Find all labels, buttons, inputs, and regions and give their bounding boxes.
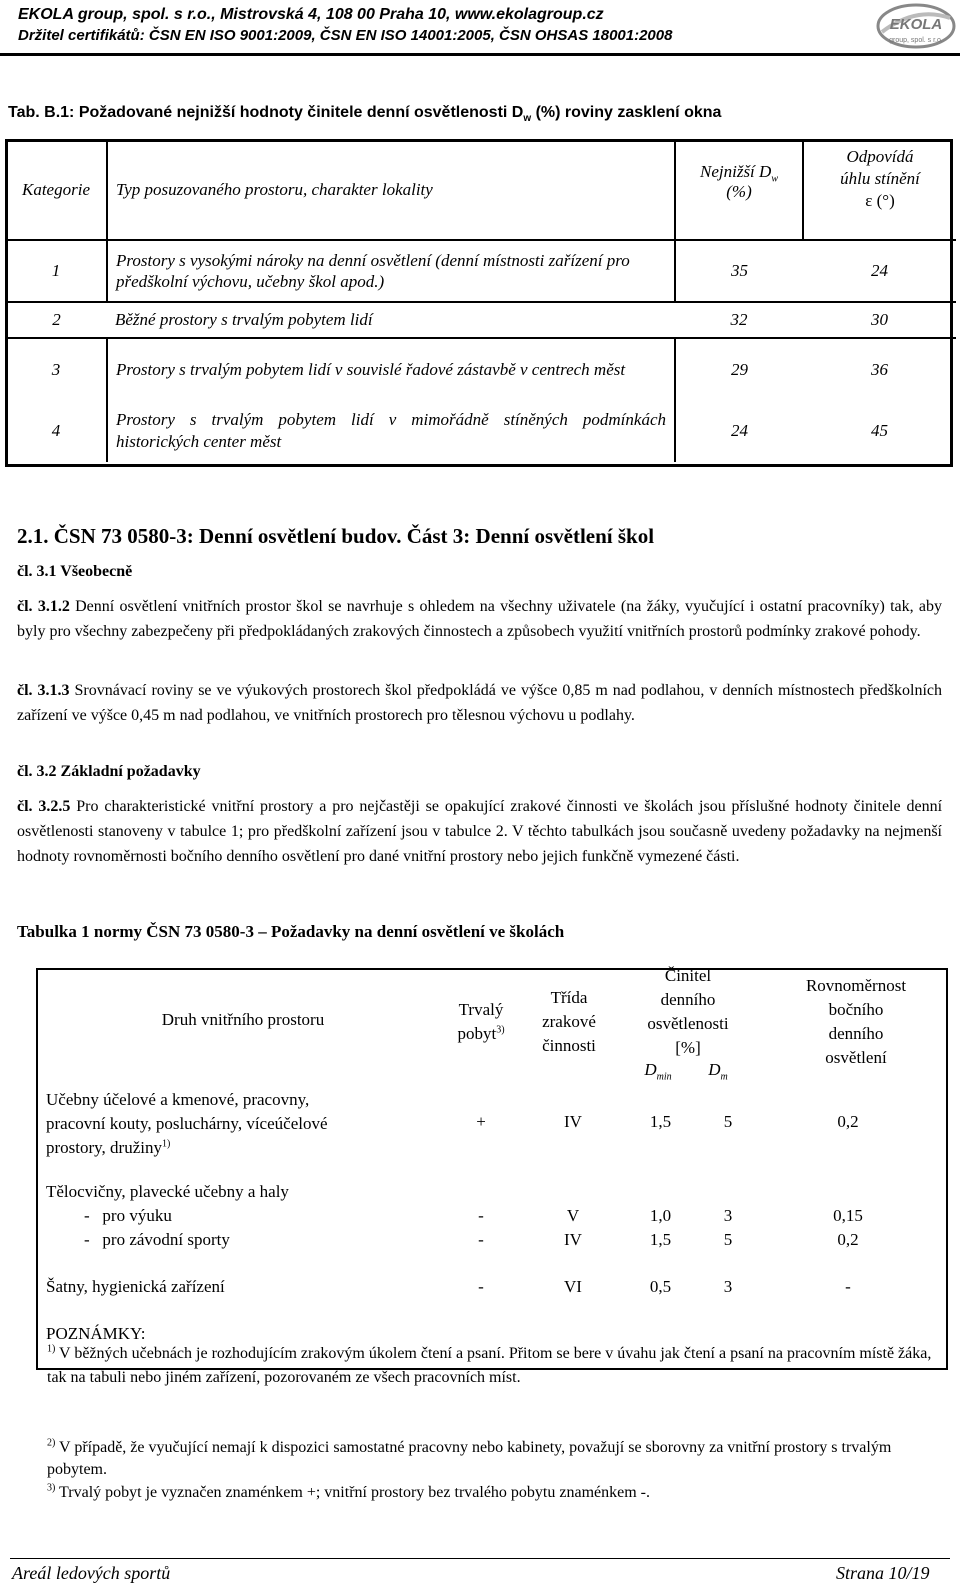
t2-row3-pobyt: - (478, 1206, 484, 1225)
logo-graphic (872, 2, 956, 50)
note-3: $^{3)}$ Trvalý pobyt je vyznačen znaménkem +; vnitřní prostory bez trvalého pobytu znaménkem -. (47, 1482, 650, 1501)
t2-row4-dmin: 1,5 (649, 1230, 672, 1249)
t2-row3-dm: 3 (723, 1206, 733, 1225)
t1-row4-cat: 4 (51, 421, 61, 440)
subheading-3-1: čl. 3.1 Všeobecně (17, 563, 133, 580)
table1 (6, 140, 956, 462)
t2-row1-label: Učebny účelové a kmenové, pracovny, pracovní kouty, posluchárny, víceúčelové prostory, družiny$^{1)}$ (46, 1090, 328, 1157)
t2-row2-label: Tělocvičny, plavecké učebny a haly (46, 1182, 289, 1201)
company-address: EKOLA group, spol. s r.o., Mistrovská 4, 108 00 Praha 10, www.ekolagroup.cz (18, 6, 604, 23)
t1-row1-dw: 35 (675, 240, 803, 302)
t1-row2-cat: 2 (52, 310, 61, 329)
ekola-logo (872, 2, 956, 50)
note-2: $^{2)}$ V případě, že vyučující nemají k dispozici samostatné pracovny nebo kabinety, považují se sborovny za vnitřní prostory s trvalým pobytem. (47, 1437, 892, 1478)
t1-row4-dw: 24 (675, 400, 803, 462)
t2-head-druh: Druh vnitřního prostoru (161, 1010, 325, 1029)
t2-head-pobyt: Trvalý pobyt$^{3)}$ (457, 1000, 505, 1043)
t2-row1-dmin: 1,5 (649, 1112, 672, 1131)
certifications: Držitel certifikátů: ČSN EN ISO 9001:2009, ČSN EN ISO 14001:2005, ČSN OHSAS 18001:2008 (18, 27, 673, 44)
t1-row3-cat: 3 (51, 359, 61, 379)
t2-row1-trida: IV (564, 1112, 582, 1131)
t2-row3-rov: 0,15 (833, 1206, 863, 1225)
t1-row2-dw: 32 (730, 310, 748, 329)
footer-page-number: Strana 10/19 (836, 1563, 930, 1583)
t2-row5-rov: - (845, 1277, 851, 1296)
t2-row3-label: - pro výuku (84, 1206, 172, 1225)
t2-row5-dm: 3 (723, 1277, 733, 1296)
t2-row1-pobyt: + (476, 1112, 486, 1131)
t1-row3-angle: 36 (871, 359, 888, 379)
t2-row3-trida: V (566, 1206, 580, 1225)
section-heading: 2.1. ČSN 73 0580-3: Denní osvětlení budov. Část 3: Denní osvětlení škol (17, 524, 655, 548)
t2-head-dm: $D_m$ (708, 1060, 728, 1083)
t2-head-cinitel: Činitel denního osvětlenosti [%] (647, 966, 729, 1057)
t2-row3-dmin: 1,0 (649, 1206, 672, 1225)
t1-row3-dw: 29 (675, 338, 803, 400)
table2 (36, 968, 948, 1370)
paragraph-3-1-2: čl. 3.1.2 Denní osvětlení vnitřních prostor škol se navrhuje s ohledem na všechny uživatele (na žáky, vyučující i ostatní pracovníky) tak, aby byly pro všechny zabezpečeny při předpokládaných zrakových činnostech a způsobech využití vnitřních prostorů podmínky zrakové pohody. (17, 598, 943, 640)
t2-head-trida: Třída zrakové činnosti (542, 988, 596, 1055)
t1-row4-angle: 45 (871, 421, 888, 440)
t1-row3-text: Prostory s trvalým pobytem lidí v souvislé řadové zástavbě v centrech měst (107, 338, 675, 400)
page-header (18, 4, 848, 46)
svg-text:EKOLA: EKOLA (889, 16, 943, 33)
header-rule (0, 53, 960, 56)
t1-head-category: Kategorie (22, 179, 90, 199)
t2-row5-pobyt: - (478, 1277, 484, 1296)
t2-row4-rov: 0,2 (837, 1230, 859, 1249)
paragraph-3-2-5: čl. 3.2.5 Pro charakteristické vnitřní prostory a pro nejčastěji se opakující zrakové činnosti ve školách jsou příslušné hodnoty činitele denní osvětlenosti stanoveny v tabulce 1; pro předškolní zařízení jsou v tabulce 2. V těchto tabulkách jsou současně uvedeny požadavky na nejmenší hodnoty rovnoměrnosti bočního denního osvětlení pro dané vnitřní prostory nebo jejich funkčně vymezené části. (17, 798, 943, 865)
t2-row1-dm: 5 (723, 1112, 733, 1131)
footer-project: Areál ledových sportů (12, 1563, 171, 1583)
footer-rule (10, 1558, 950, 1559)
t1-head-dw: Nejnižší $D_w$ (%) (675, 140, 803, 240)
t1-row1-text: Prostory s vysokými nároky na denní osvětlení (denní místnosti zařízení pro předškolní výchovu, učebny škol apod.) (107, 240, 675, 302)
table1-title: Tab. B.1: Požadované nejnižší hodnoty činitele denní osvětlenosti $D_w$ (%) roviny zasklení okna (8, 104, 722, 125)
t2-row4-label: - pro závodní sporty (84, 1230, 230, 1249)
t2-row5-label: Šatny, hygienická zařízení (46, 1277, 225, 1296)
t2-row4-dm: 5 (723, 1230, 733, 1249)
t2-row5-trida: VI (564, 1277, 582, 1296)
note-1: $^{1)}$ V běžných učebnách je rozhodujícím zrakovým úkolem čtení a psaní. Přitom se bere v úvahu jak čtení a psaní na pracovním místě žáka, tak na tabuli nebo jiném zařízení, pozorovaném ze všech pracovních míst. (47, 1343, 932, 1386)
t2-row5-dmin: 0,5 (649, 1277, 672, 1296)
t1-row1-cat: 1 (51, 261, 61, 280)
paragraph-3-1-3: čl. 3.1.3 Srovnávací roviny se ve výukových prostorech škol předpokládá ve výšce 0,85 m nad podlahou, v denních místnostech předškolních zařízení ve výšce 0,45 m nad podlahou, ve vnitřních prostorech pro tělesnou výchovu u podlahy. (17, 682, 943, 724)
t2-row4-trida: IV (564, 1230, 582, 1249)
t1-head-angle: Odpovídá úhlu stínění ε (°) (803, 140, 956, 240)
t2-row1-rov: 0,2 (837, 1112, 859, 1131)
t1-row2-angle: 30 (871, 310, 888, 329)
subheading-3-2: čl. 3.2 Základní požadavky (17, 763, 201, 780)
t1-row4-text: Prostory s trvalým pobytem lidí v mimořádně stíněných podmínkách historických center měst (107, 400, 675, 462)
t1-row1-angle: 24 (871, 261, 888, 280)
t2-head-rovnomernost: Rovnoměrnost bočního denního osvětlení (805, 976, 907, 1067)
t2-row4-pobyt: - (478, 1230, 484, 1249)
t2-notes-title: POZNÁMKY: (46, 1324, 146, 1343)
t1-head-type: Typ posuzovaného prostoru, charakter lokality (107, 140, 675, 240)
t2-head-dmin: $D_{min}$ (644, 1060, 672, 1083)
t1-row2-text: Běžné prostory s trvalým pobytem lidí (115, 310, 373, 329)
table2-title: Tabulka 1 normy ČSN 73 0580-3 – Požadavky na denní osvětlení ve školách (17, 922, 565, 941)
svg-text:group, spol. s r.o.: group, spol. s r.o. (889, 37, 943, 44)
